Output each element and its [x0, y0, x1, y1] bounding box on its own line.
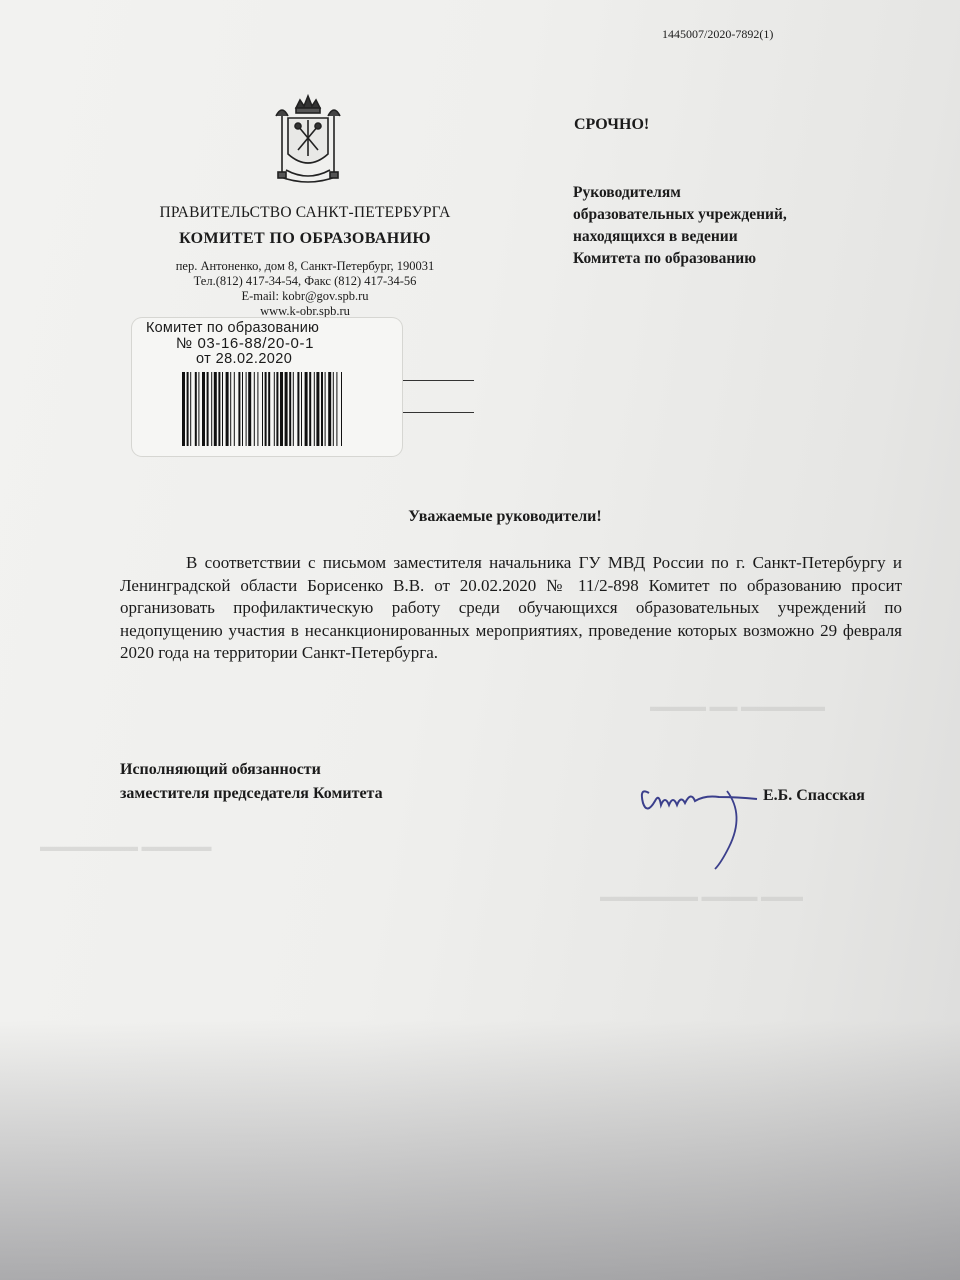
- signatory-role-line: Исполняющий обязанности: [120, 761, 321, 778]
- recipients-block: [573, 182, 787, 270]
- signatory-role-line: заместителя председателя Комитета: [120, 785, 383, 802]
- signatory-name: Е.Б. Спасская: [763, 787, 865, 804]
- registration-date: от 28.02.2020: [196, 351, 293, 367]
- urgency-mark: СРОЧНО!: [574, 116, 650, 133]
- document-number: 1445007/2020-7892(1): [662, 27, 774, 41]
- sender-address: пер. Антоненко, дом 8, Санкт-Петербург, 190031: [175, 259, 435, 273]
- committee-title: КОМИТЕТ ПО ОБРАЗОВАНИЮ: [179, 230, 431, 247]
- recipient-line: образовательных учреждений,: [573, 206, 787, 223]
- sender-phone-fax: Тел.(812) 417-34-54, Факс (812) 417-34-56: [193, 274, 417, 288]
- sender-website: www.k-obr.spb.ru: [260, 304, 350, 318]
- coat-of-arms-icon: [266, 92, 350, 192]
- recipient-line: Комитета по образованию: [573, 250, 757, 267]
- bleed-through-text: ▬▬▬▬▬▬▬ ▬▬▬▬ ▬▬▬: [600, 890, 803, 905]
- recipient-line: Руководителям: [573, 184, 681, 201]
- recipient-line: находящихся в ведении: [573, 228, 738, 245]
- greeting: Уважаемые руководители!: [408, 508, 602, 525]
- registration-organization: Комитет по образованию: [146, 320, 320, 336]
- registration-number: № 03-16-88/20-0-1: [176, 335, 315, 352]
- sender-email: E-mail: kobr@gov.spb.ru: [241, 289, 369, 303]
- signatory-role: [120, 758, 383, 806]
- government-title: ПРАВИТЕЛЬСТВО САНКТ-ПЕТЕРБУРГА: [159, 204, 451, 221]
- bleed-through-text: ▬▬▬▬ ▬▬ ▬▬▬▬▬▬: [650, 700, 825, 715]
- barcode-icon: [182, 372, 342, 446]
- registration-sticker: [132, 318, 402, 456]
- handwritten-signature: [635, 765, 770, 875]
- bleed-through-text: ▬▬▬▬▬▬▬ ▬▬▬▬▬: [40, 840, 212, 855]
- letter-body: В соответствии с письмом заместителя начальника ГУ МВД России по г. Санкт-Петербургу и Ленинградской области Борисенко В.В. от 20.02.2020 № 11/2-898 Комитет по образованию просит организовать профилактическую работу среди обучающихся образовательных учреждений по недопущению участия в несанкционированных мероприятиях, проведение которых возможно 29 февраля 2020 года на территории Санкт-Петербурга.: [120, 553, 902, 662]
- photo-shadow: [0, 1020, 960, 1280]
